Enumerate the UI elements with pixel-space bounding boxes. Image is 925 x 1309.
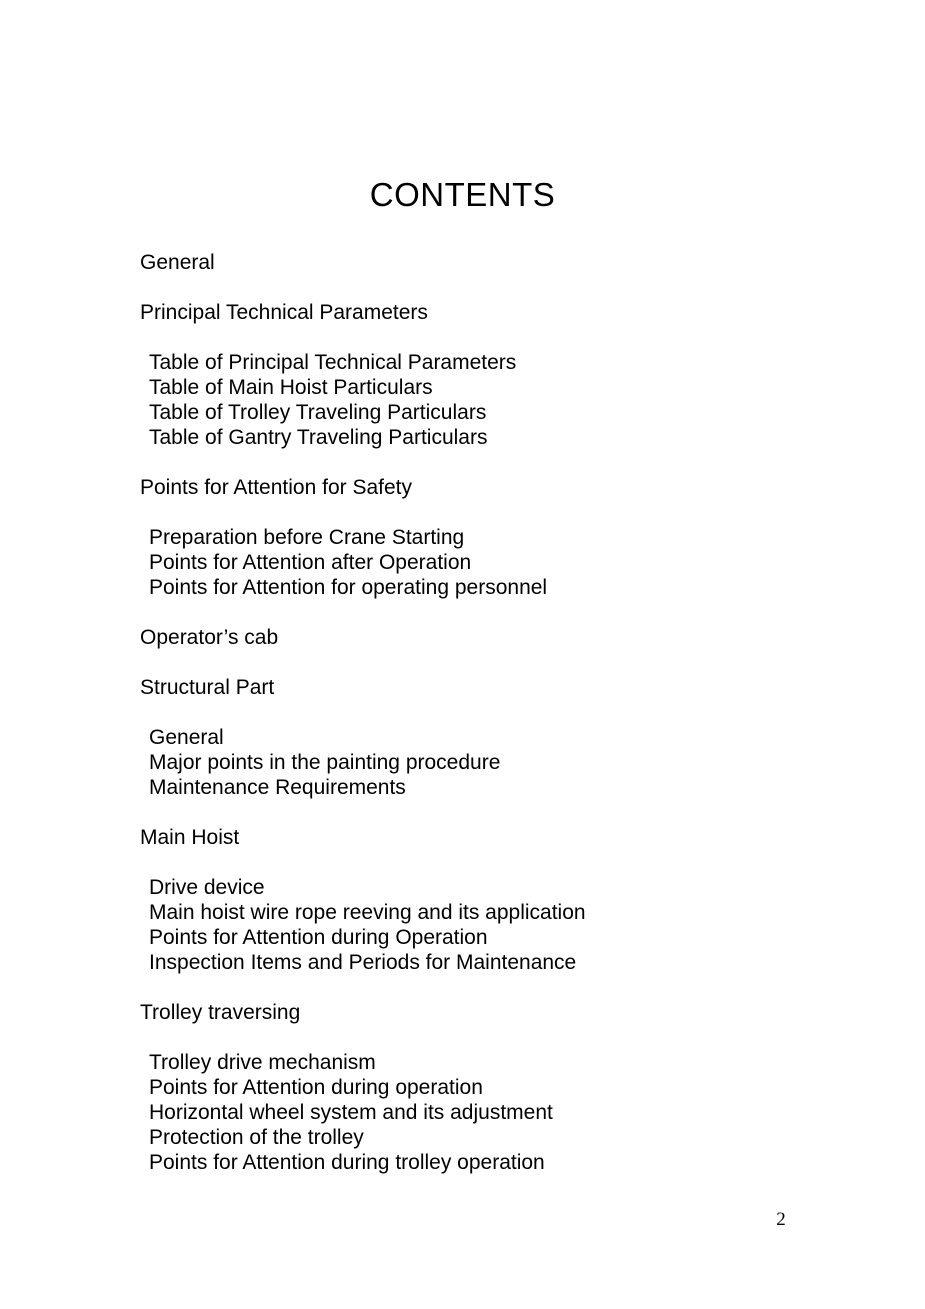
toc-section-items [140, 1050, 586, 1175]
toc-section-heading: Trolley traversing [140, 1001, 301, 1024]
toc-item: Table of Principal Technical Parameters [149, 351, 517, 374]
toc-item: Protection of the trolley [149, 1126, 364, 1149]
toc-item: Table of Main Hoist Particulars [149, 376, 433, 399]
toc-section [140, 625, 586, 650]
toc-item: Points for Attention after Operation [149, 551, 472, 574]
toc-item: Drive device [149, 876, 265, 899]
toc-item: Main hoist wire rope reeving and its application [149, 901, 586, 924]
toc-section [140, 300, 586, 450]
toc-item: General [149, 726, 224, 749]
toc-section [140, 1000, 586, 1175]
toc-item: Preparation before Crane Starting [149, 526, 465, 549]
toc-item: Table of Trolley Traveling Particulars [149, 401, 487, 424]
toc-item: Table of Gantry Traveling Particulars [149, 426, 488, 449]
toc-item: Points for Attention during Operation [149, 926, 488, 949]
page-title: CONTENTS [369, 176, 556, 213]
toc-section [140, 675, 586, 800]
toc-section [140, 250, 586, 275]
toc-item: Major points in the painting procedure [149, 751, 501, 774]
toc-section-heading: Operator’s cab [140, 626, 279, 649]
toc-item: Points for Attention during operation [149, 1076, 483, 1099]
toc-section-heading: Principal Technical Parameters [140, 301, 428, 324]
toc-item: Maintenance Requirements [149, 776, 406, 799]
toc-section-heading: Structural Part [140, 676, 275, 699]
page-number: 2 [776, 1209, 786, 1230]
toc-section-heading: General [140, 251, 215, 274]
toc-section-heading: Points for Attention for Safety [140, 476, 412, 499]
toc-item: Inspection Items and Periods for Maintenance [149, 951, 577, 974]
toc-item: Trolley drive mechanism [149, 1051, 376, 1074]
toc-section [140, 825, 586, 975]
toc-section [140, 475, 586, 600]
toc-section-items [140, 525, 586, 600]
toc-item: Points for Attention for operating personnel [149, 576, 548, 599]
toc-section-items [140, 875, 586, 975]
toc-section-heading: Main Hoist [140, 826, 240, 849]
table-of-contents [140, 250, 586, 1200]
toc-section-items [140, 350, 586, 450]
toc-item: Points for Attention during trolley operation [149, 1151, 545, 1174]
toc-section-items [140, 725, 586, 800]
toc-item: Horizontal wheel system and its adjustment [149, 1101, 553, 1124]
